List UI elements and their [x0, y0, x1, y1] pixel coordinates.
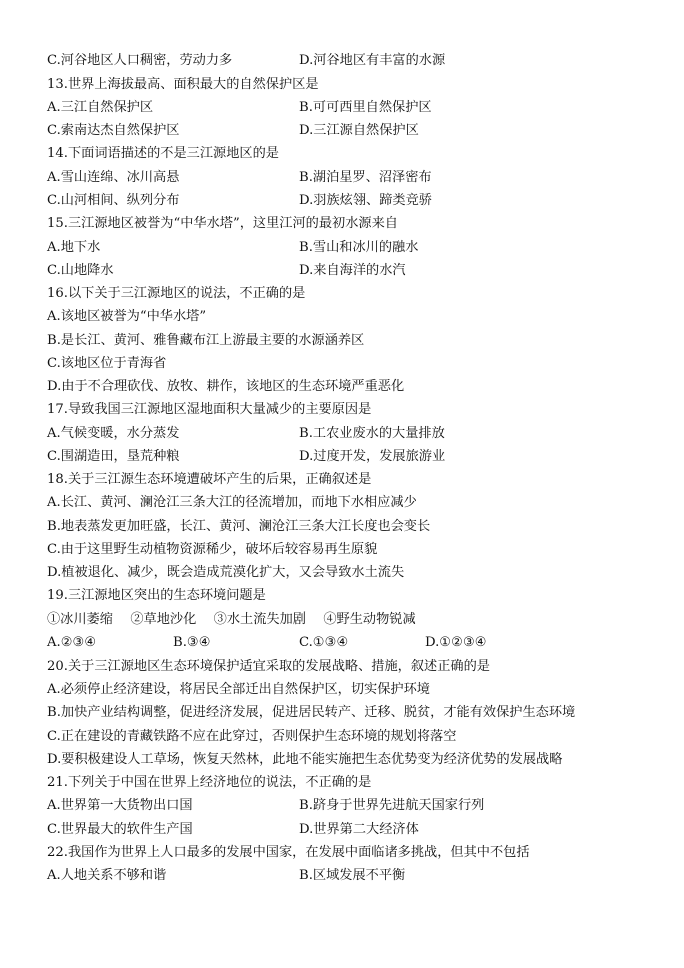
- q19-option-d: D.①②③④: [425, 635, 487, 650]
- q20-option-d: D.要积极建设人工草场，恢复天然林，此地不能实施把生态优势变为经济优势的发展战略: [47, 752, 563, 767]
- q19-option-c: C.①③④: [299, 635, 349, 650]
- q12-option-d: D.河谷地区有丰富的水源: [299, 53, 446, 68]
- q18-option-b: B.地表蒸发更加旺盛，长江、黄河、澜沧江三条大江长度也会变长: [47, 519, 431, 534]
- q16-option-c: C.该地区位于青海省: [47, 356, 167, 371]
- q14-stem: 14.下面词语描述的不是三江源地区的是: [47, 146, 279, 161]
- q13-option-a: A.三江自然保护区: [47, 100, 154, 115]
- q15-option-d: D.来自海洋的水汽: [299, 263, 406, 278]
- q21-option-a: A.世界第一大货物出口国: [47, 798, 193, 813]
- q15-stem: 15.三江源地区被誉为“中华水塔”，这里江河的最初水源来自: [47, 216, 398, 231]
- q18-option-a: A.长江、黄河、澜沧江三条大江的径流增加，而地下水相应减少: [47, 495, 417, 510]
- q21-option-d: D.世界第二大经济体: [299, 822, 419, 837]
- q16-stem: 16.以下关于三江源地区的说法，不正确的是: [47, 286, 306, 301]
- q19-option-b: B.③④: [173, 635, 211, 650]
- q13-option-d: D.三江源自然保护区: [299, 123, 419, 138]
- q16-option-b: B.是长江、黄河、雅鲁藏布江上游最主要的水源涵养区: [47, 333, 365, 348]
- q20-option-c: C.正在建设的青藏铁路不应在此穿过，否则保护生态环境的规划将落空: [47, 729, 457, 744]
- q21-option-c: C.世界最大的软件生产国: [47, 822, 193, 837]
- q20-option-b: B.加快产业结构调整，促进经济发展，促进居民转产、迁移、脱贫，才能有效保护生态环境: [47, 705, 576, 720]
- q14-option-a: A.雪山连绵、冰川高悬: [47, 170, 180, 185]
- q16-option-a: A.该地区被誉为“中华水塔”: [47, 309, 207, 324]
- q20-option-a: A.必须停止经济建设，将居民全部迁出自然保护区，切实保护环境: [47, 682, 430, 697]
- q19-stem: 19.三江源地区突出的生态环境问题是: [47, 588, 266, 603]
- q16-option-d: D.由于不合理砍伐、放牧、耕作，该地区的生态环境严重恶化: [47, 379, 405, 394]
- q14-option-d: D.羽族炫翎、蹄类竞骄: [299, 193, 432, 208]
- q13-option-c: C.索南达杰自然保护区: [47, 123, 180, 138]
- q20-stem: 20.关于三江源地区生态环境保护适宜采取的发展战略、措施，叙述正确的是: [47, 659, 490, 674]
- q17-option-b: B.工农业废水的大量排放: [299, 426, 445, 441]
- q17-option-c: C.围湖造田，垦荒种粮: [47, 449, 180, 464]
- q14-option-c: C.山河相间、纵列分布: [47, 193, 180, 208]
- q13-stem: 13.世界上海拔最高、面积最大的自然保护区是: [47, 77, 319, 92]
- q22-stem: 22.我国作为世界上人口最多的发展中国家，在发展中面临诸多挑战，但其中不包括: [47, 845, 530, 860]
- q19-option-a: A.②③④: [47, 635, 97, 650]
- q14-option-b: B.湖泊星罗、沼泽密布: [299, 170, 432, 185]
- q19-items: ①冰川萎缩 ②草地沙化 ③水土流失加剧 ④野生动物锐减: [47, 612, 416, 627]
- q17-option-a: A.气候变暖，水分蒸发: [47, 426, 180, 441]
- q18-option-c: C.由于这里野生动植物资源稀少，破坏后较容易再生原貌: [47, 542, 378, 557]
- q18-option-d: D.植被退化、减少，既会造成荒漠化扩大，又会导致水土流失: [47, 565, 405, 580]
- q22-option-b: B.区域发展不平衡: [299, 868, 406, 883]
- q17-option-d: D.过度开发，发展旅游业: [299, 449, 446, 464]
- q12-option-c: C.河谷地区人口稠密，劳动力多: [47, 53, 233, 68]
- q21-option-b: B.跻身于世界先进航天国家行列: [299, 798, 485, 813]
- q21-stem: 21.下列关于中国在世界上经济地位的说法，不正确的是: [47, 775, 372, 790]
- q18-stem: 18.关于三江源生态环境遭破坏产生的后果，正确叙述是: [47, 472, 372, 487]
- q13-option-b: B.可可西里自然保护区: [299, 100, 432, 115]
- q15-option-c: C.山地降水: [47, 263, 114, 278]
- q22-option-a: A.人地关系不够和谐: [47, 868, 167, 883]
- q15-option-a: A.地下水: [47, 240, 101, 255]
- q17-stem: 17.导致我国三江源地区湿地面积大量减少的主要原因是: [47, 402, 372, 417]
- q15-option-b: B.雪山和冰川的融水: [299, 240, 419, 255]
